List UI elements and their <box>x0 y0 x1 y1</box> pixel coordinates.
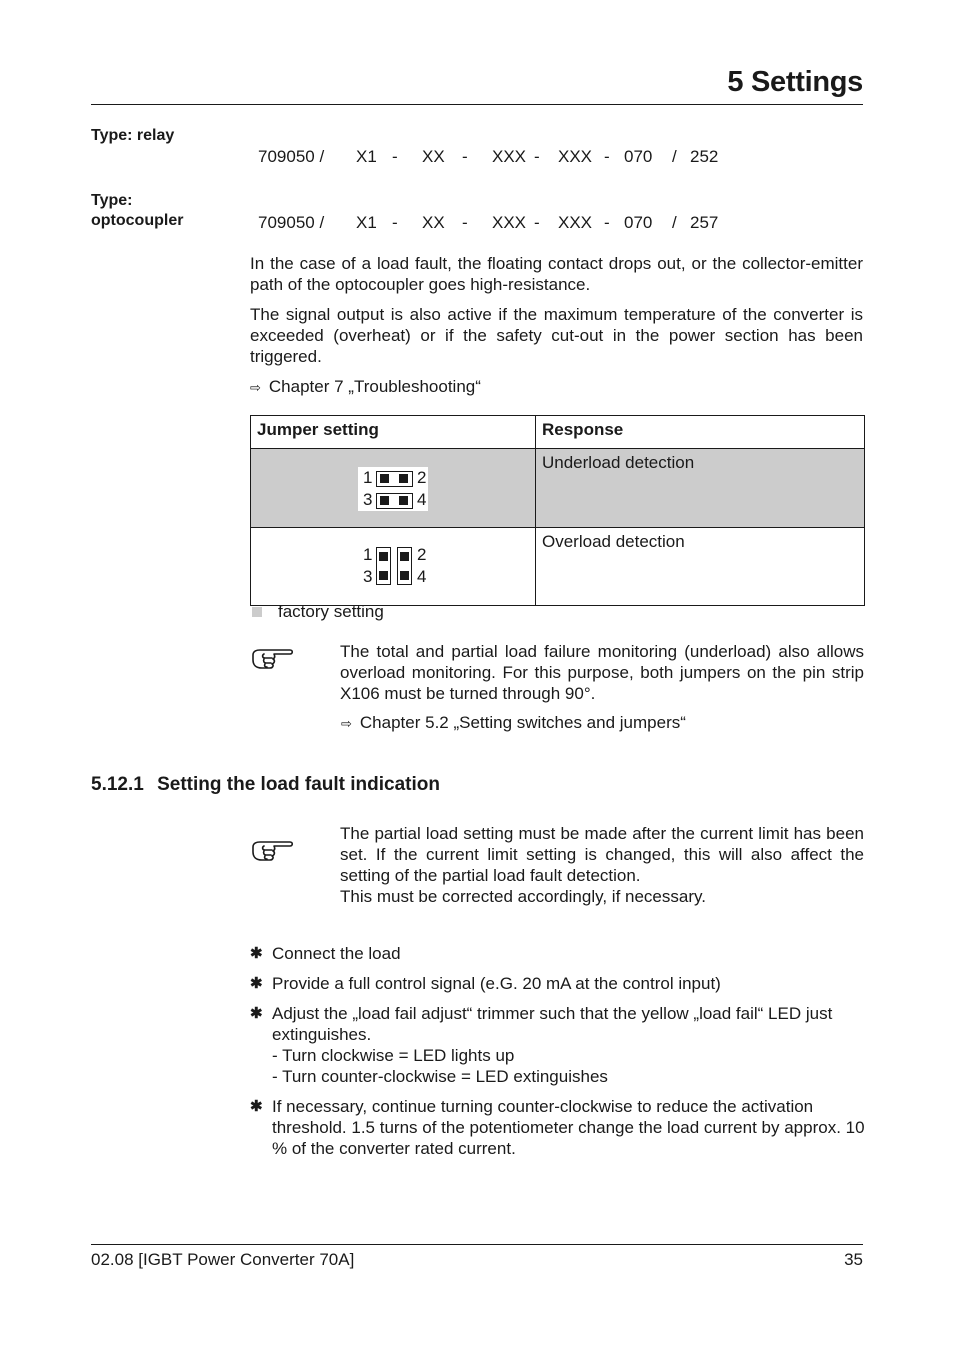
section-title: Setting the load fault indication <box>157 774 440 795</box>
jumper-bridge <box>376 547 391 585</box>
asterisk-bullet-icon: ✱ <box>250 1005 263 1022</box>
reference-switches-jumpers[interactable] <box>341 712 686 734</box>
reference-text: Chapter 7 „Troubleshooting“ <box>268 377 481 396</box>
page-number: 35 <box>844 1250 863 1269</box>
code-part: 257 <box>690 213 719 232</box>
jumper-bridge <box>397 547 412 585</box>
code-part: 070 <box>624 147 653 166</box>
jumper-bridge <box>376 493 413 509</box>
code-part: / <box>672 147 677 166</box>
header-rule <box>91 104 863 105</box>
pin-icon <box>380 496 389 505</box>
pin-label: 2 <box>417 545 427 564</box>
jumper-bridge <box>376 471 413 487</box>
response-cell: Underload detection <box>536 449 865 528</box>
code-part: XX <box>422 213 445 232</box>
pin-label: 3 <box>363 567 373 586</box>
paragraph-signal-output: The signal output is also active if the maximum temperature of the converter is exceeded (overheat) or if the safety cut-out in the power section has been triggered. <box>250 305 863 366</box>
type-label-relay <box>91 126 174 146</box>
asterisk-bullet-icon: ✱ <box>250 975 263 992</box>
table-row <box>251 528 865 606</box>
section-heading <box>91 774 440 796</box>
response-cell: Overload detection <box>536 528 865 606</box>
jumper-cell <box>251 528 536 606</box>
procedure-steps <box>250 943 865 1168</box>
footer-document-title: 02.08 [IGBT Power Converter 70A] <box>91 1250 355 1269</box>
footer-rule <box>91 1244 863 1245</box>
code-part: X1 <box>356 213 377 232</box>
pin-label: 1 <box>363 468 373 487</box>
pin-label: 1 <box>363 545 373 564</box>
reference-troubleshooting[interactable] <box>250 376 481 398</box>
code-part: XXX <box>558 147 593 166</box>
code-part: - <box>604 147 610 166</box>
code-part: XXX <box>492 213 527 232</box>
list-item <box>250 1096 865 1159</box>
pin-label: 4 <box>417 490 427 509</box>
note-partial-load <box>340 823 864 907</box>
pin-icon <box>379 552 388 561</box>
table-header-row <box>251 416 865 449</box>
code-part: - <box>462 213 468 232</box>
pin-icon <box>400 571 409 580</box>
type-label-line: Type: <box>91 192 133 209</box>
chapter-title: 5 Settings <box>727 66 863 98</box>
type-label-line: optocoupler <box>91 212 184 229</box>
code-part: XXX <box>558 213 593 232</box>
legend-text: factory setting <box>278 602 384 621</box>
note-overload-monitoring: The total and partial load failure monitoring (underload) also allows overload monitoring. For this purpose, both jumpers on the pin strip X106 must be turned through 90°. <box>340 642 864 703</box>
pin-icon <box>400 552 409 561</box>
arrow-right-icon: ⇨ <box>250 380 261 395</box>
code-part: 709050 / <box>258 147 325 166</box>
column-header-jumper: Jumper setting <box>251 416 536 449</box>
type-label-optocoupler <box>91 191 183 231</box>
pin-label: 3 <box>363 490 373 509</box>
code-part: X1 <box>356 147 377 166</box>
pin-icon <box>399 474 408 483</box>
arrow-right-icon: ⇨ <box>341 716 352 731</box>
jumper-horizontal-diagram <box>358 467 428 511</box>
pin-icon <box>399 496 408 505</box>
pointing-hand-icon <box>250 838 294 864</box>
code-part: 709050 / <box>258 213 325 232</box>
jumper-table <box>250 415 865 606</box>
pin-icon <box>379 571 388 580</box>
pin-label: 4 <box>417 567 427 586</box>
asterisk-bullet-icon: ✱ <box>250 1098 263 1115</box>
column-header-response: Response <box>536 416 865 449</box>
list-item <box>250 1003 865 1087</box>
section-number: 5.12.1 <box>91 774 144 795</box>
paragraph-load-fault: In the case of a load fault, the floating contact drops out, or the collector-emitter path of the optocoupler goes high-resistance. <box>250 254 863 294</box>
asterisk-bullet-icon: ✱ <box>250 945 263 962</box>
list-item <box>250 943 865 964</box>
step-text: Adjust the „load fail adjust“ trimmer such that the yellow „load fail“ LED just extinguishes. <box>272 1004 833 1044</box>
note-line: The partial load setting must be made after the current limit has been set. If the current limit setting is changed, this will also affect the setting of the partial load fault detection. <box>340 824 864 885</box>
code-part: - <box>534 147 540 166</box>
pin-icon <box>380 474 389 483</box>
jumper-cell <box>251 449 536 528</box>
step-subtext: - Turn counter-clockwise = LED extinguishes <box>272 1067 608 1086</box>
step-text: If necessary, continue turning counter-clockwise to reduce the activation threshold. 1.5 turns of the potentiometer change the load current by approx. 10 % of the converter rated current. <box>272 1097 865 1158</box>
factory-swatch-icon <box>252 607 262 617</box>
type-label-line: Type: relay <box>91 127 175 144</box>
step-subtext: - Turn clockwise = LED lights up <box>272 1046 515 1065</box>
code-part: XX <box>422 147 445 166</box>
step-text: Provide a full control signal (e.G. 20 mA at the control input) <box>272 974 721 993</box>
step-text: Connect the load <box>272 944 401 963</box>
pin-label: 2 <box>417 468 427 487</box>
reference-text: Chapter 5.2 „Setting switches and jumpers“ <box>359 713 686 732</box>
note-line: This must be corrected accordingly, if necessary. <box>340 887 706 906</box>
code-part: - <box>604 213 610 232</box>
code-part: - <box>392 213 398 232</box>
code-part: 070 <box>624 213 653 232</box>
code-part: - <box>392 147 398 166</box>
code-part: - <box>534 213 540 232</box>
list-item <box>250 973 865 994</box>
pointing-hand-icon <box>250 646 294 672</box>
factory-setting-legend <box>252 602 384 622</box>
code-part: XXX <box>492 147 527 166</box>
jumper-vertical-diagram <box>358 544 428 588</box>
code-part: - <box>462 147 468 166</box>
type-code-relay <box>258 147 718 167</box>
code-part: / <box>672 213 677 232</box>
table-row <box>251 449 865 528</box>
type-code-optocoupler <box>258 213 718 233</box>
code-part: 252 <box>690 147 719 166</box>
